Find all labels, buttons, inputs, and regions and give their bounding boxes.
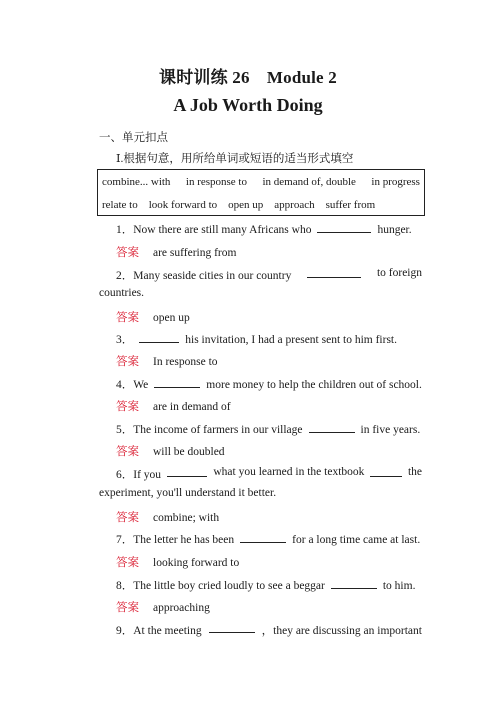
answer-text: open up <box>153 312 190 324</box>
answer-blank[interactable] <box>240 532 286 543</box>
question-text: 2．Many seaside cities in our country <box>116 270 292 282</box>
answer-8 <box>116 599 210 615</box>
module-subtitle: A Job Worth Doing <box>173 95 323 115</box>
answer-text: approaching <box>153 602 210 614</box>
section-heading: 一、单元扣点 <box>99 132 168 144</box>
question-2 <box>116 267 422 283</box>
question-text: 8．The little boy cried loudly to see a beggar <box>116 580 325 592</box>
question-text: ，they are discussing an important <box>261 625 422 637</box>
answer-5 <box>116 443 225 459</box>
question-text: to foreign <box>376 267 422 279</box>
answer-label: 答案 <box>116 446 139 458</box>
question-text: for a long time came at last. <box>292 534 421 546</box>
answer-text: looking forward to <box>153 557 240 569</box>
question-text: 6．If you <box>116 469 162 481</box>
answer-3 <box>116 353 218 369</box>
word-bank-item: in response to <box>185 176 247 188</box>
word-bank-row-2: relate to look forward to open up approach suffer from <box>102 199 376 211</box>
answer-label: 答案 <box>116 602 139 614</box>
answer-blank[interactable] <box>317 222 371 233</box>
answer-text: will be doubled <box>153 446 225 458</box>
question-9 <box>116 622 422 638</box>
word-bank-box <box>97 169 425 216</box>
question-text: his invitation, I had a present sent to him first. <box>185 334 398 346</box>
answer-text: are suffering from <box>153 247 237 259</box>
answer-2 <box>116 309 190 325</box>
answer-text: combine; with <box>153 512 220 524</box>
instruction-text: Ⅰ.根据句意，用所给单词或短语的适当形式填空 <box>116 153 354 165</box>
answer-label: 答案 <box>116 512 139 524</box>
answer-blank[interactable] <box>167 466 207 477</box>
question-text: 1．Now there are still many Africans who <box>116 224 312 236</box>
question-2-cont: countries. <box>99 287 145 299</box>
answer-blank[interactable] <box>309 422 355 433</box>
answer-label: 答案 <box>116 356 139 368</box>
question-4 <box>116 376 422 392</box>
answer-blank[interactable] <box>209 622 255 633</box>
answer-blank[interactable] <box>139 332 179 343</box>
answer-7 <box>116 554 239 570</box>
question-8 <box>116 577 415 593</box>
question-3 <box>116 331 397 347</box>
answer-blank[interactable] <box>154 377 200 388</box>
answer-label: 答案 <box>116 401 139 413</box>
question-6 <box>116 466 422 482</box>
answer-text: In response to <box>153 356 218 368</box>
answer-1 <box>116 244 236 260</box>
question-1 <box>116 221 412 237</box>
question-text: hunger. <box>377 224 412 236</box>
answer-label: 答案 <box>116 557 139 569</box>
question-text: to him. <box>382 580 416 592</box>
word-bank-item: in progress <box>371 176 420 188</box>
question-text: in five years. <box>360 424 421 436</box>
question-text: 5．The income of farmers in our village <box>116 424 303 436</box>
lesson-title: 课时训练 26 Module 2 <box>159 68 337 87</box>
question-text: the <box>407 466 422 478</box>
word-bank-item: combine... with <box>102 176 171 188</box>
question-7 <box>116 531 420 547</box>
question-6-cont: experiment, you'll understand it better. <box>99 487 277 499</box>
answer-6 <box>116 509 219 525</box>
answer-label: 答案 <box>116 247 139 259</box>
question-text: 3． <box>116 334 134 346</box>
answer-4 <box>116 398 231 414</box>
question-5 <box>116 421 420 437</box>
answer-blank[interactable] <box>331 578 377 589</box>
answer-blank[interactable] <box>307 267 361 278</box>
answer-blank[interactable] <box>370 466 402 477</box>
answer-text: are in demand of <box>153 401 231 413</box>
word-bank-row-1 <box>102 176 420 188</box>
question-text: 4．We <box>116 379 149 391</box>
question-text: 7．The letter he has been <box>116 534 235 546</box>
question-text: what you learned in the textbook <box>213 466 365 478</box>
answer-label: 答案 <box>116 312 139 324</box>
word-bank-item: in demand of, double <box>262 176 356 188</box>
question-text: 9．At the meeting <box>116 625 202 637</box>
question-text: more money to help the children out of school. <box>206 379 422 391</box>
